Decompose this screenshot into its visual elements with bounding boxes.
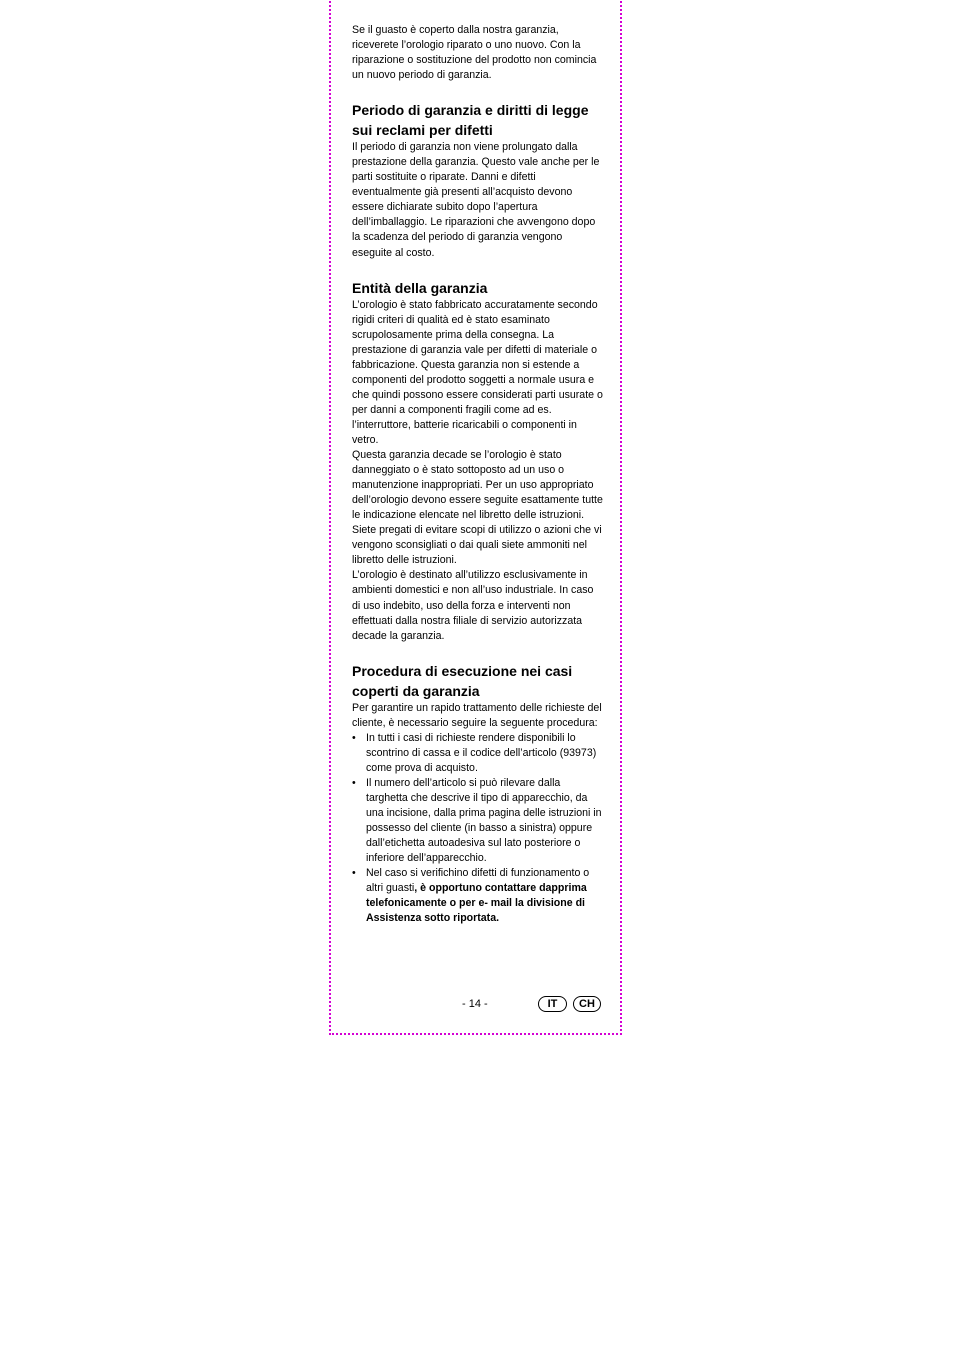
procedure-list — [352, 731, 604, 927]
page-content — [352, 23, 604, 926]
warranty-scope-paragraph-1: L’orologio è stato fabbricato accuratamente secondo rigidi criteri di qualità ed è stato esaminato scrupolosamente prima della consegna. La prestazione di garanzia vale per difetti di materiale o fabbricazione. Questa garanzia non si estende a componenti del prodotto soggetti a normale usura e che quindi possono essere considerati parti usurate o per danni a componenti fragili come ad es. l’interruttore, batterie ricaricabili o componenti in vetro. — [352, 298, 603, 446]
warranty-scope-paragraph-3: L’orologio è destinato all’utilizzo esclusivamente in ambienti domestici e non all’uso industriale. In caso di uso indebito, uso della forza e interventi non effettuati dalla nostra filiale di servizio autorizzata decade la garanzia. — [352, 569, 594, 642]
intro-paragraph: Se il guasto è coperto dalla nostra garanzia, riceverete l’orologio riparato o uno nuovo. Con la riparazione o sostituzione del prodotto non comincia un nuovo periodo di garanzia. — [352, 24, 597, 82]
section-title-warranty-period: Periodo di garanzia e diritti di legge sui reclami per difetti — [352, 102, 589, 139]
section-title-warranty-scope: Entità della garanzia — [352, 279, 488, 296]
procedure-intro: Per garantire un rapido trattamento delle richieste del cliente, è necessario seguire la seguente procedura: — [352, 701, 602, 729]
section-title-procedure: Procedura di esecuzione nei casi coperti da garanzia — [352, 662, 573, 699]
page-number: - 14 - — [462, 998, 488, 1010]
language-badge-ch: CH — [573, 996, 601, 1012]
section-body-warranty-period: Il periodo di garanzia non viene prolungato dalla prestazione della garanzia. Questo vale anche per le parti sostituite o riparate. Danni e difetti eventualmente già presenti all’acquisto devono essere dichiarate subito dopo l’apertura dell’imballaggio. Le riparazioni che avvengono dopo la scadenza del periodo di garanzia vengono eseguite al costo. — [352, 141, 600, 259]
list-item: • Il numero dell’articolo si può rilevare dalla targhetta che descrive il tipo di apparecchio, da una incisione, dalla prima pagina delle istruzioni in possesso del cliente (in basso a sinistra) oppure dall’etichetta autoadesiva sul lato posteriore o inferiore dell’apparecchio. — [352, 776, 604, 866]
language-badge-it: IT — [538, 996, 567, 1012]
list-item-bold-text: , è opportuno contattare dapprima telefonicamente o per e- mail la divisione di Assistenza sotto riportata. — [366, 882, 587, 925]
list-item: • In tutti i casi di richieste rendere disponibili lo scontrino di cassa e il codice dell’articolo (93973) come prova di acquisto. — [352, 731, 604, 776]
list-item — [352, 866, 604, 926]
warranty-scope-paragraph-2: Questa garanzia decade se l’orologio è stato danneggiato o è stato sottoposto ad un uso o manutenzione inappropriati. Per un uso appropriato dell’orologio devono essere seguite esattamente tutte le indicazione elencate nel libretto delle istruzioni. Siete pregati di evitare scopi di utilizzo o azioni che vi vengono sconsigliati o dai quali siete ammoniti nel libretto delle istruzioni. — [352, 449, 603, 567]
list-item-text: Nel caso si verifichino difetti di funzionamento o altri guasti — [366, 867, 590, 895]
page-footer — [0, 996, 954, 1014]
